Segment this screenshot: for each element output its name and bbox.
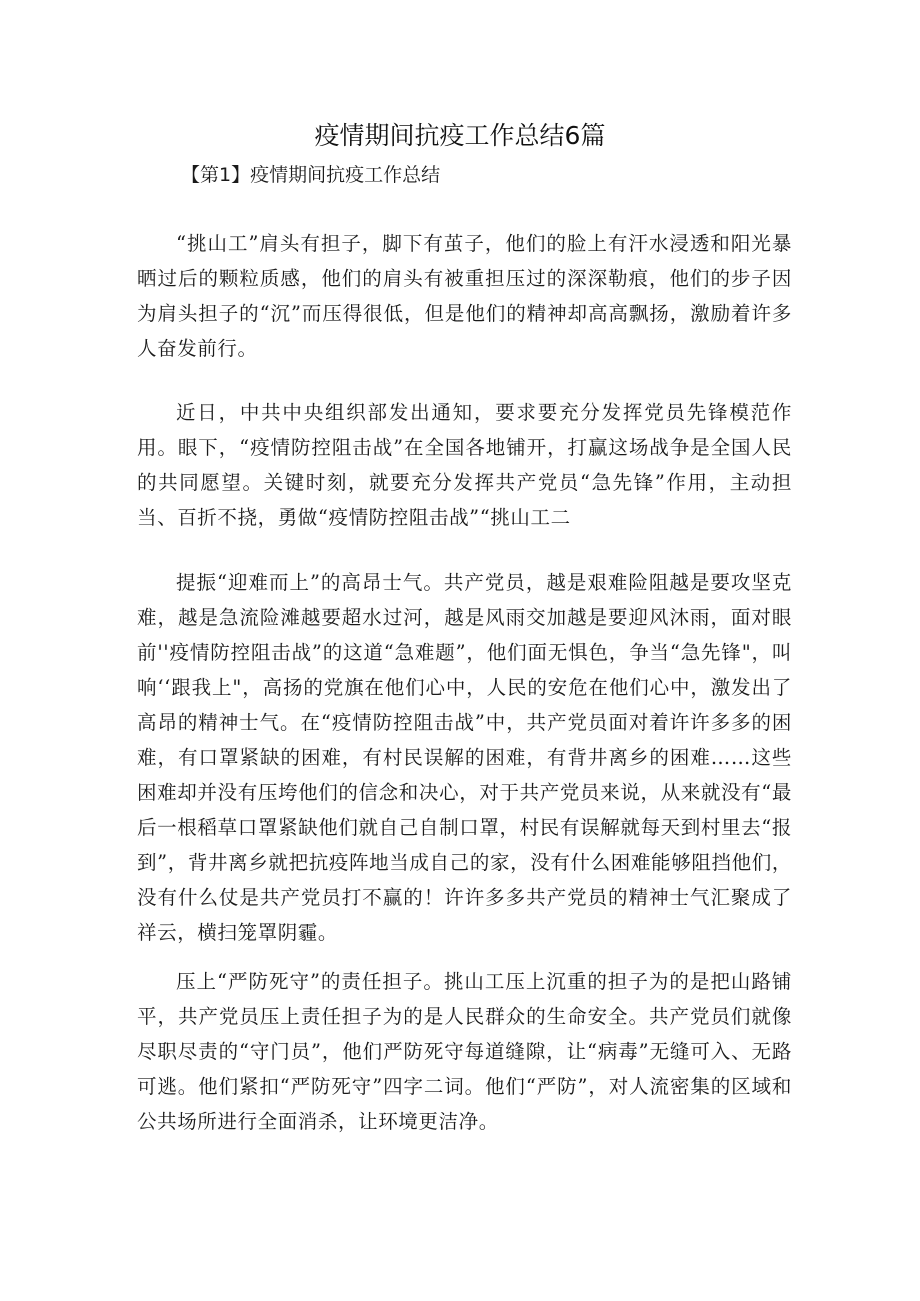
document-title: 疫情期间抗疫工作总结6篇 [314, 121, 606, 150]
body-paragraph: 压上“严防死守”的责任担子。挑山工压上沉重的担子为的是把山路铺平，共产党员压上责任担子为的是人民群众的生命安全。共产党员们就像尽职尽责的“守门员”，他们严防死守每道缝隙，让“病毒”无缝可入、无路可逃。他们紧扣“严防死守”四字二词。他们“严防”，对人流密集的区域和公共场所进行全面消杀，让环境更洁净。 [137, 970, 792, 1133]
body-paragraph: “挑山工”肩头有担子，脚下有茧子，他们的脸上有汗水浸透和阳光暴晒过后的颗粒质感，他们的肩头有被重担压过的深深勒痕，他们的步子因为肩头担子的“沉”而压得很低，但是他们的精神却高高飘扬，激励着许多人奋发前行。 [137, 232, 792, 360]
body-paragraph: 近日，中共中央组织部发出通知，要求要充分发挥党员先锋模范作用。眼下，“疫情防控阻击战”在全国各地铺开，打赢这场战争是全国人民的共同愿望。关键时刻，就要充分发挥共产党员“急先锋”作用，主动担当、百折不挠，勇做“疫情防控阻击战”“挑山工二 [137, 401, 792, 529]
body-paragraph: 提振“迎难而上”的高昂士气。共产党员，越是艰难险阻越是要攻坚克难，越是急流险滩越要超水过河，越是风雨交加越是要迎风沐雨，面对眼前''疫情防控阻击战”的这道“急难题”，他们面无惧色，争当“急先锋"，叫响‘‘跟我上"，高扬的党旗在他们心中，人民的安危在他们心中，激发出了高昂的精神士气。在“疫情防控阻击战”中，共产党员面对着许许多多的困难，有口罩紧缺的困难，有村民误解的困难，有背井离乡的困难……这些困难却并没有压垮他们的信念和决心，对于共产党员来说，从来就没有“最后一根稻草口罩紧缺他们就自己自制口罩，村民有误解就每天到村里去“报到”，背井离乡就把抗疫阵地当成自己的家，没有什么困难能够阻挡他们，没有什么仗是共产党员打不赢的！许许多多共产党员的精神士气汇聚成了祥云，横扫笼罩阴霾。 [137, 571, 792, 944]
section-title-text: 疫情期间抗疫工作总结 [250, 164, 441, 186]
section-heading [181, 160, 440, 190]
section-number-label: 【第1】 [181, 164, 251, 186]
